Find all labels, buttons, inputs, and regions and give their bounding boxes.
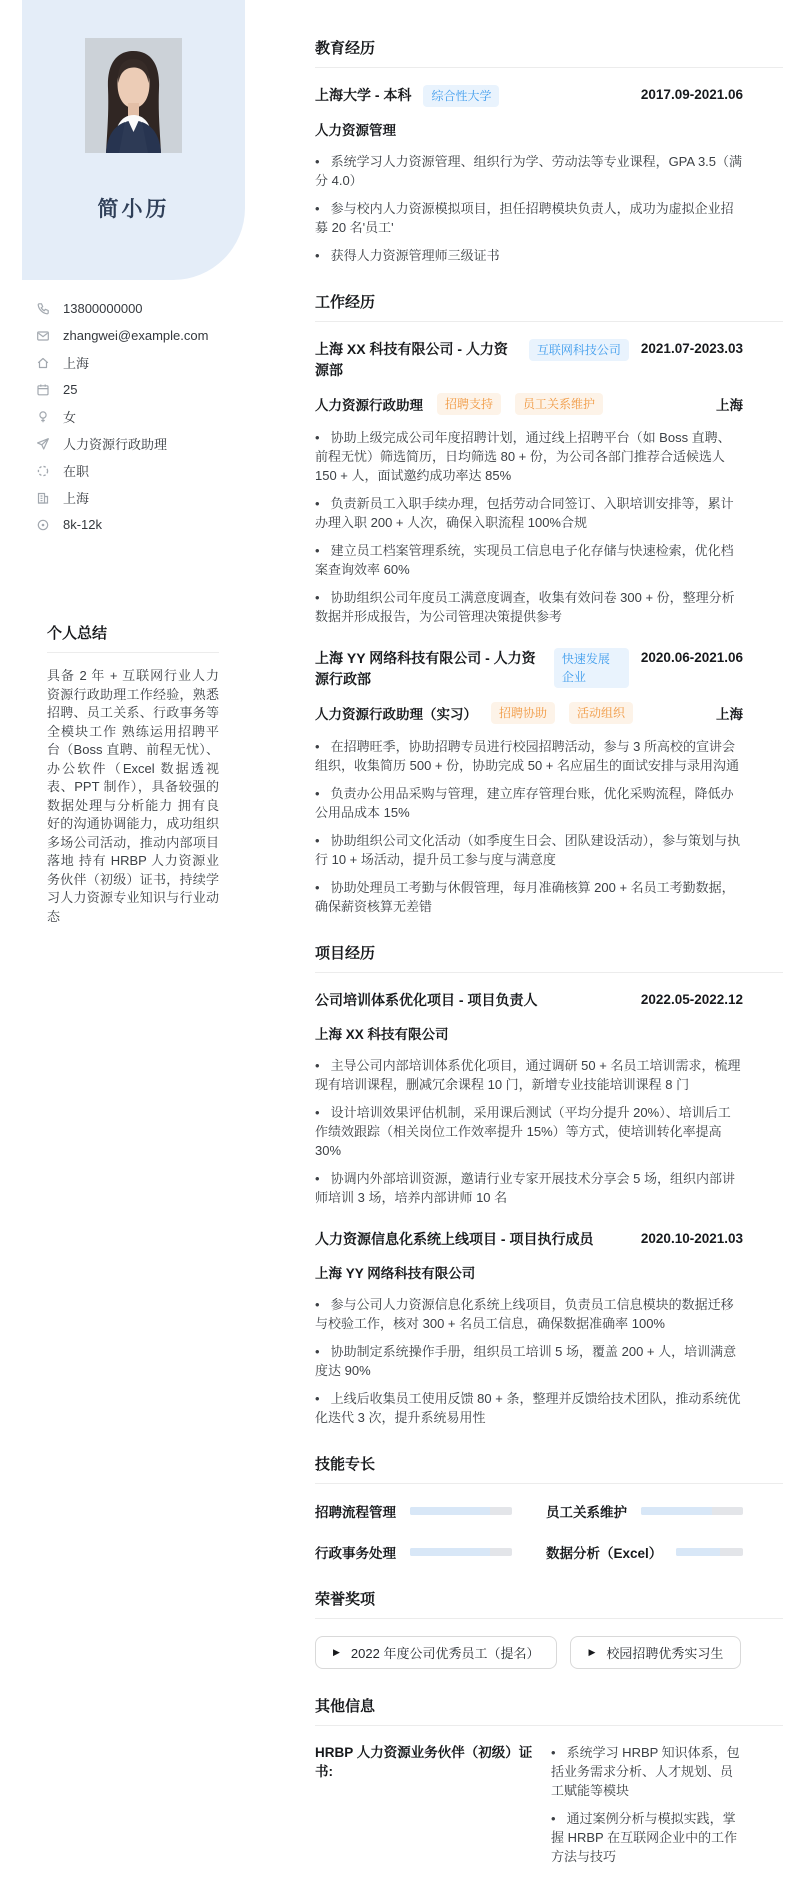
play-icon: ▶ (333, 1647, 340, 1657)
status-icon (36, 464, 50, 478)
education-date: 2017.09-2021.06 (640, 87, 743, 102)
bullet-text: 协助组织公司文化活动（如季度生日会、团队建设活动），参与策划与执行 10 + 场活动，提升员工参与度与满意度 (315, 833, 741, 867)
bullet-text: 负责新员工入职手续办理，包括劳动合同签订、入职培训安排等，累计办理入职 200 + 人次，确保入职流程 100%合规 (315, 496, 734, 530)
bullet-item (551, 1743, 743, 1800)
bullet-text: 主导公司内部培训体系优化项目，通过调研 50 + 名员工培训需求，梳理现有培训课程，删减冗余课程 10 门，新增专业技能培训课程 8 门 (315, 1058, 741, 1092)
work-date: 2021.07-2023.03 (640, 341, 743, 356)
skill-item (315, 1542, 512, 1562)
work-title: 工作经历 (315, 294, 783, 322)
bullet-item (315, 541, 743, 579)
bullet-item (315, 1103, 743, 1160)
contact-salary-value: 8k-12k (63, 517, 103, 532)
age-icon (36, 383, 50, 397)
skill-label: 数据分析（Excel） (546, 1546, 663, 1561)
company-tag: 互联网科技公司 (529, 339, 629, 361)
skill-bar-fill (410, 1548, 490, 1556)
bullet-item (315, 1342, 743, 1380)
bullet-item (315, 831, 743, 869)
contact-list (22, 295, 245, 538)
personal-summary-title: 个人总结 (47, 622, 219, 653)
gender-icon (36, 410, 50, 424)
projects-title: 项目经历 (315, 945, 783, 973)
skill-label: 招聘流程管理 (315, 1505, 396, 1520)
contact-city (36, 484, 245, 511)
bullet-dot: • (315, 248, 320, 263)
bullet-dot: • (315, 1297, 320, 1312)
paper-plane-icon (36, 437, 50, 451)
bullet-dot: • (551, 1745, 556, 1760)
work-date: 2020.06-2021.06 (640, 650, 743, 665)
bullet-text: 建立员工档案管理系统，实现员工信息电子化存储与快速检索，优化档案查询效率 60% (315, 543, 734, 577)
skill-bar (641, 1507, 743, 1515)
project-bullets (315, 1056, 743, 1207)
project-entry (315, 1229, 743, 1427)
other-info-section (315, 1698, 783, 1866)
bullet-item (315, 1056, 743, 1094)
bullet-text: 参与校内人力资源模拟项目，担任招聘模块负责人，成功为虚拟企业招募 20 名'员工' (315, 201, 734, 235)
bullet-item (315, 1169, 743, 1207)
resume-main (315, 40, 783, 1895)
contact-gender-value: 女 (63, 410, 77, 425)
bullet-item (315, 246, 743, 265)
bullet-dot: • (315, 154, 320, 169)
school-tag: 综合性大学 (423, 85, 499, 107)
role-tag: 招聘支持 (437, 393, 501, 415)
company-tag: 快速发展企业 (554, 648, 629, 688)
education-entry (315, 85, 743, 265)
bullet-text: 获得人力资源管理师三级证书 (330, 248, 500, 263)
play-icon: ▶ (588, 1647, 596, 1657)
certificate-bullets (551, 1743, 743, 1866)
bullet-item (315, 1389, 743, 1427)
bullet-text: 协助处理员工考勤与休假管理，每月准确核算 200 + 名员工考勤数据，确保薪资核算无差错 (315, 880, 735, 914)
contact-target-role-value: 人力资源行政助理 (63, 437, 168, 452)
project-date: 2020.10-2021.03 (640, 1231, 743, 1246)
skill-item (315, 1501, 512, 1521)
bullet-item (315, 199, 743, 237)
bullet-dot: • (315, 739, 320, 754)
honor-chip[interactable] (570, 1636, 741, 1669)
bullet-dot: • (315, 1058, 320, 1073)
honors-list (315, 1636, 783, 1669)
education-bullets (315, 152, 743, 265)
role-tag: 活动组织 (569, 702, 633, 724)
skill-label: 行政事务处理 (315, 1546, 396, 1561)
skill-bar-fill (676, 1548, 720, 1556)
skill-bar (410, 1548, 512, 1556)
other-info-title: 其他信息 (315, 1698, 783, 1726)
bullet-dot: • (315, 590, 320, 605)
school-name: 上海大学 - 本科 (315, 87, 412, 103)
skills-grid (315, 1501, 783, 1562)
bullet-text: 通过案例分析与模拟实践，掌握 HRBP 在互联网企业中的工作方法与技巧 (551, 1811, 738, 1864)
bullet-item (315, 784, 743, 822)
certificate-row (315, 1743, 783, 1866)
skills-title: 技能专长 (315, 1456, 783, 1484)
phone-icon (36, 302, 50, 316)
work-section (315, 294, 783, 916)
bullet-dot: • (315, 1391, 320, 1406)
contact-salary (36, 511, 245, 538)
bullet-text: 系统学习人力资源管理、组织行为学、劳动法等专业课程，GPA 3.5（满分 4.0） (315, 154, 743, 188)
education-title: 教育经历 (315, 40, 783, 68)
work-entry (315, 339, 743, 626)
bullet-item (551, 1809, 743, 1866)
contact-phone (36, 295, 245, 322)
work-bullets (315, 737, 743, 916)
bullet-dot: • (315, 201, 320, 216)
job-role: 人力资源行政助理 (315, 398, 423, 413)
contact-status-value: 在职 (63, 464, 90, 479)
project-company: 上海 YY 网络科技有限公司 (315, 1266, 476, 1281)
project-company: 上海 XX 科技有限公司 (315, 1027, 449, 1042)
work-bullets (315, 428, 743, 626)
contact-home (36, 349, 245, 376)
bullet-dot: • (315, 496, 320, 511)
education-section (315, 40, 783, 265)
contact-phone-value: 13800000000 (63, 301, 143, 316)
project-name: 公司培训体系优化项目 - 项目负责人 (315, 992, 538, 1008)
bullet-text: 协调内外部培训资源，邀请行业专家开展技术分享会 5 场，组织内部讲师培训 3 场，培养内部讲师 10 名 (315, 1171, 736, 1205)
work-entry (315, 648, 743, 916)
bullet-text: 协助组织公司年度员工满意度调查，收集有效问卷 300 + 份，整理分析数据并形成报告，为公司管理决策提供参考 (315, 590, 735, 624)
contact-target-role (36, 430, 245, 457)
bullet-dot: • (315, 1105, 320, 1120)
bullet-item (315, 1295, 743, 1333)
bullet-item (315, 494, 743, 532)
bullet-dot: • (551, 1811, 556, 1826)
target-icon (36, 518, 50, 532)
honor-label: 2022 年度公司优秀员工（提名） (350, 1646, 540, 1661)
bullet-text: 协助制定系统操作手册，组织员工培训 5 场，覆盖 200 + 人，培训满意度达 90% (315, 1344, 737, 1378)
bullet-item (315, 737, 743, 775)
job-role: 人力资源行政助理（实习） (315, 707, 477, 722)
bullet-item (315, 428, 743, 485)
bullet-text: 协助上级完成公司年度招聘计划，通过线上招聘平台（如 Boss 直聘、前程无忧）筛选简历，日均筛选 80 + 份，为公司各部门推荐合适候选人 150 + 人，面试邀约成功率达 85% (315, 430, 731, 483)
projects-section (315, 945, 783, 1427)
personal-summary-section (47, 622, 219, 926)
skills-section (315, 1456, 783, 1562)
bullet-dot: • (315, 880, 320, 895)
bullet-text: 设计培训效果评估机制，采用课后测试（平均分提升 20%）、培训后工作绩效跟踪（相关岗位工作效率提升 15%）等方式，使培训转化率提高 30% (315, 1105, 731, 1158)
honor-label: 校园招聘优秀实习生 (606, 1646, 724, 1661)
skill-item (546, 1501, 743, 1521)
profile-card (22, 0, 245, 280)
skill-item (546, 1542, 743, 1562)
bullet-item (315, 878, 743, 916)
bullet-text: 系统学习 HRBP 知识体系，包括业务需求分析、人才规划、员工赋能等模块 (551, 1745, 740, 1798)
project-name: 人力资源信息化系统上线项目 - 项目执行成员 (315, 1231, 594, 1247)
skill-bar-fill (641, 1507, 712, 1515)
contact-status (36, 457, 245, 484)
email-icon (36, 329, 50, 343)
job-location: 上海 (716, 398, 743, 413)
bullet-item (315, 588, 743, 626)
contact-age-value: 25 (63, 382, 78, 397)
contact-email (36, 322, 245, 349)
skill-bar-fill (410, 1507, 490, 1515)
company-name: 上海 YY 网络科技有限公司 - 人力资源行政部 (315, 650, 536, 687)
honors-title: 荣誉奖项 (315, 1591, 783, 1619)
personal-summary-text: 具备 2 年 + 互联网行业人力资源行政助理工作经验，熟悉招聘、员工关系、行政事务等全模块工作 熟练运用招聘平台（Boss 直聘、前程无忧）、办公软件（Excel 数据透视表、PPT 制作），具备较强的数据处理与分析能力 拥有良好的沟通协调能力，成功组织多场公司活动，推动内部项目落地 持有 HRBP 人力资源业务伙伴（初级）证书，持续学习人力资源专业知识与行业动态 (47, 668, 219, 924)
bullet-dot: • (315, 543, 320, 558)
bullet-text: 在招聘旺季，协助招聘专员进行校园招聘活动，参与 3 所高校的宣讲会组织，收集简历 500 + 份，协助完成 50 + 名应届生的面试安排与录用沟通 (315, 739, 740, 773)
honor-chip[interactable] (315, 1636, 557, 1669)
bullet-item (315, 152, 743, 190)
contact-gender (36, 403, 245, 430)
bullet-dot: • (315, 1344, 320, 1359)
bullet-dot: • (315, 833, 320, 848)
home-icon (36, 356, 50, 370)
company-name: 上海 XX 科技有限公司 - 人力资源部 (315, 341, 508, 378)
building-icon (36, 491, 50, 505)
candidate-name: 简小历 (97, 198, 170, 221)
bullet-text: 参与公司人力资源信息化系统上线项目，负责员工信息模块的数据迁移与校验工作，核对 300 + 名员工信息，确保数据准确率 100% (315, 1297, 734, 1331)
bullet-dot: • (315, 786, 320, 801)
role-tag: 员工关系维护 (515, 393, 603, 415)
project-entry (315, 990, 743, 1207)
major-name: 人力资源管理 (315, 123, 396, 138)
bullet-text: 上线后收集员工使用反馈 80 + 条，整理并反馈给技术团队，推动系统优化迭代 3 次，提升系统易用性 (315, 1391, 741, 1425)
skill-bar (410, 1507, 512, 1515)
contact-age (36, 376, 245, 403)
bullet-dot: • (315, 1171, 320, 1186)
bullet-dot: • (315, 430, 320, 445)
profile-sidebar (22, 0, 245, 926)
role-tag: 招聘协助 (491, 702, 555, 724)
project-bullets (315, 1295, 743, 1427)
job-location: 上海 (716, 707, 743, 722)
certificate-label: HRBP 人力资源业务伙伴（初级）证书: (315, 1745, 533, 1779)
project-date: 2022.05-2022.12 (640, 992, 743, 1007)
skill-bar (676, 1548, 743, 1556)
honors-section (315, 1591, 783, 1669)
portrait-image (85, 38, 182, 153)
contact-email-value: zhangwei@example.com (63, 328, 209, 343)
profile-photo (85, 38, 182, 153)
bullet-text: 负责办公用品采购与管理，建立库存管理台账，优化采购流程，降低办公用品成本 15% (315, 786, 734, 820)
skill-label: 员工关系维护 (546, 1505, 627, 1520)
contact-city-value: 上海 (63, 491, 90, 506)
contact-home-value: 上海 (63, 356, 90, 371)
